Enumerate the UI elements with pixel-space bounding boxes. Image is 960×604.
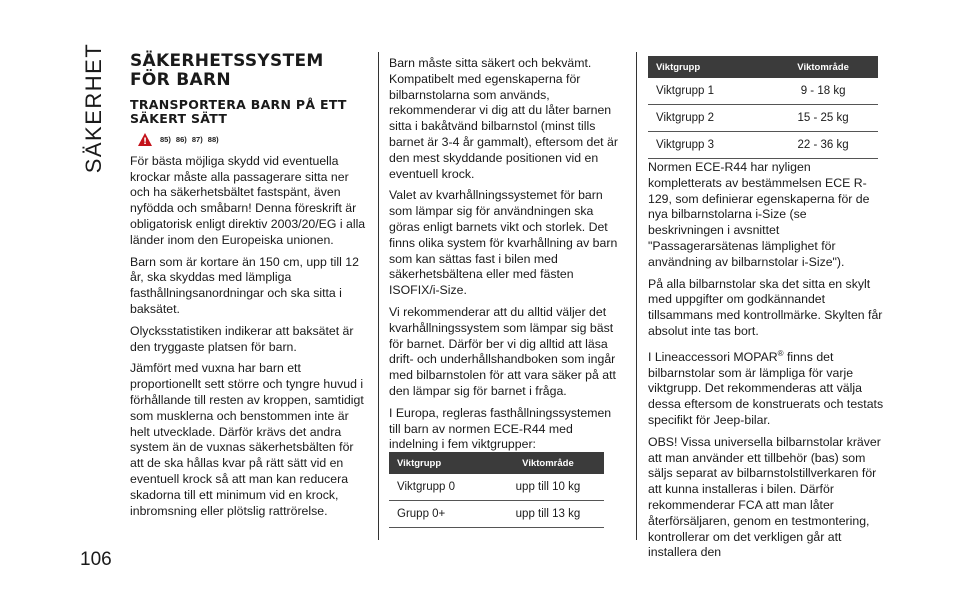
table-cell: 15 - 25 kg — [768, 105, 878, 132]
column-2 — [389, 56, 623, 459]
table-row — [648, 78, 878, 105]
table-cell: Viktgrupp 2 — [648, 105, 768, 132]
table-header-cell: Viktområde — [768, 56, 878, 78]
registered-mark: ® — [777, 348, 784, 358]
column-3 — [648, 160, 884, 567]
table-header-cell: Viktgrupp — [389, 452, 492, 474]
section-subheading: TRANSPORTERA BARN PÅ ETT SÄKERT SÄTT — [130, 97, 347, 126]
side-title-text: SÄKERHET — [81, 42, 106, 173]
paragraph: Valet av kvarhållningssystemet för barn som lämpar sig för användningen ska göras enligt barnets vikt och storlek. Det finns olika system för kvarhållning av barn som kan sättas fast i bilen med säkerhetsbältena eller med fästen ISOFIX/i-Size. — [389, 188, 618, 298]
table-row — [648, 105, 878, 132]
table-cell: Viktgrupp 3 — [648, 132, 768, 159]
paragraph: Vi rekommenderar att du alltid väljer det kvarhållningssystem som lämpar sig bäst för barnet. Därför ber vi dig alltid att läsa drift- och underhållshandboken som ingår med bilbarnstolen för att vara säker på att den lämpar sig för barnet i fråga. — [389, 304, 616, 398]
column-divider-2 — [636, 52, 637, 540]
paragraph: Jämfört med vuxna har barn ett proportionellt sett större och tyngre huvud i förhållande till resten av kroppen, samtidigt som musklerna och benstommen inte är helt utvecklade. Därför krävs det andra system än de vuxnas säkerhetsbälten för att de ska hållas kvar på rätt sätt vid en eventuell krock så att man kan reducera skadorna till ett minimum vid en krock, inbromsning eller plötslig rattrörelse. — [130, 361, 364, 518]
column-1 — [130, 52, 368, 525]
table-cell: 22 - 36 kg — [768, 132, 878, 159]
table-header-cell: Viktområde — [492, 452, 604, 474]
table-cell: 9 - 18 kg — [768, 78, 878, 105]
page-number: 106 — [80, 549, 112, 570]
paragraph: OBS! Vissa universella bilbarnstolar kräver att man använder ett tillbehör (bas) som säljs separat av bilbarnstolstillverkaren för att kunna installeras i bilen. Därför rekommenderar FCA att man låter återförsäljaren, genom en testmontering, kontrollerar om det verkligen går att installera den — [648, 434, 881, 560]
paragraph: Normen ECE-R44 har nyligen kompletterats av bestämmelsen ECE R-129, som definierar egenskaperna för de nya bilbarnstolarna i-Size (se beskrivningen i avsnittet "Passagerarsätenas lämplighet för användning av bilbarnstolar i-Size"). — [648, 160, 870, 269]
table-row — [389, 501, 604, 528]
mopar-text-after: finns det bilbarnstolar som är lämpliga för varje viktgrupp. Det rekommenderas att välja dessa eftersom de konstruerats och testats specifikt för Jeep-bilar. — [648, 349, 884, 428]
mopar-text-before: I Lineaccessori MOPAR — [648, 349, 778, 364]
paragraph: På alla bilbarnstolar ska det sitta en skylt med uppgifter om godkännandet tillsammans med kontrollmärke. Skylten får absolut inte tas bort. — [648, 276, 883, 338]
weight-group-table-1 — [389, 452, 604, 528]
warning-refs-text[interactable]: 85) 86) 87) 88) — [160, 135, 219, 144]
table-cell: Grupp 0+ — [389, 501, 492, 528]
paragraph: För bästa möjliga skydd vid eventuella krockar måste alla passagerare sitta ner och ha säkerhetsbältet fastspänt, även nyfödda och småbarn! Denna föreskrift är obligatorisk enligt direktiv 2003/20/EG i alla länder inom den Europeiska unionen. — [130, 153, 366, 247]
paragraph: Barn måste sitta säkert och bekvämt. Kompatibelt med egenskaperna för bilbarnstolarna som används, rekommenderar vi dig att du låter barnen sitta i bakåtvänd bilbarnstol (minst tills barnet är 3-4 år gammalt), eftersom det är den mest skyddande positionen vid en eventuell krock. — [389, 56, 618, 181]
paragraph: Olycksstatistiken indikerar att baksätet är den tryggaste platsen för barn. — [130, 323, 354, 354]
column-divider-1 — [378, 52, 379, 540]
warning-references — [138, 132, 368, 148]
table-cell: Viktgrupp 1 — [648, 78, 768, 105]
weight-group-table-2 — [648, 56, 878, 159]
section-heading: SÄKERHETSSYSTEM FÖR BARN — [130, 51, 324, 90]
table-header-row — [389, 452, 604, 474]
table-row — [648, 132, 878, 159]
paragraph: I Europa, regleras fasthållningssystemen till barn av normen ECE-R44 med indelning i fem viktgrupper: — [389, 405, 612, 452]
section-side-title — [81, 40, 106, 175]
table-row — [389, 474, 604, 501]
table-cell: Viktgrupp 0 — [389, 474, 492, 501]
table-cell: upp till 10 kg — [492, 474, 604, 501]
warning-triangle-icon — [138, 133, 152, 146]
table-cell: upp till 13 kg — [492, 501, 604, 528]
table-header-cell: Viktgrupp — [648, 56, 768, 78]
paragraph-mopar — [648, 346, 884, 429]
table-header-row — [648, 56, 878, 78]
paragraph: Barn som är kortare än 150 cm, upp till 12 år, ska skyddas med lämpliga fasthållningsanordningar och ska sitta i baksätet. — [130, 254, 359, 316]
